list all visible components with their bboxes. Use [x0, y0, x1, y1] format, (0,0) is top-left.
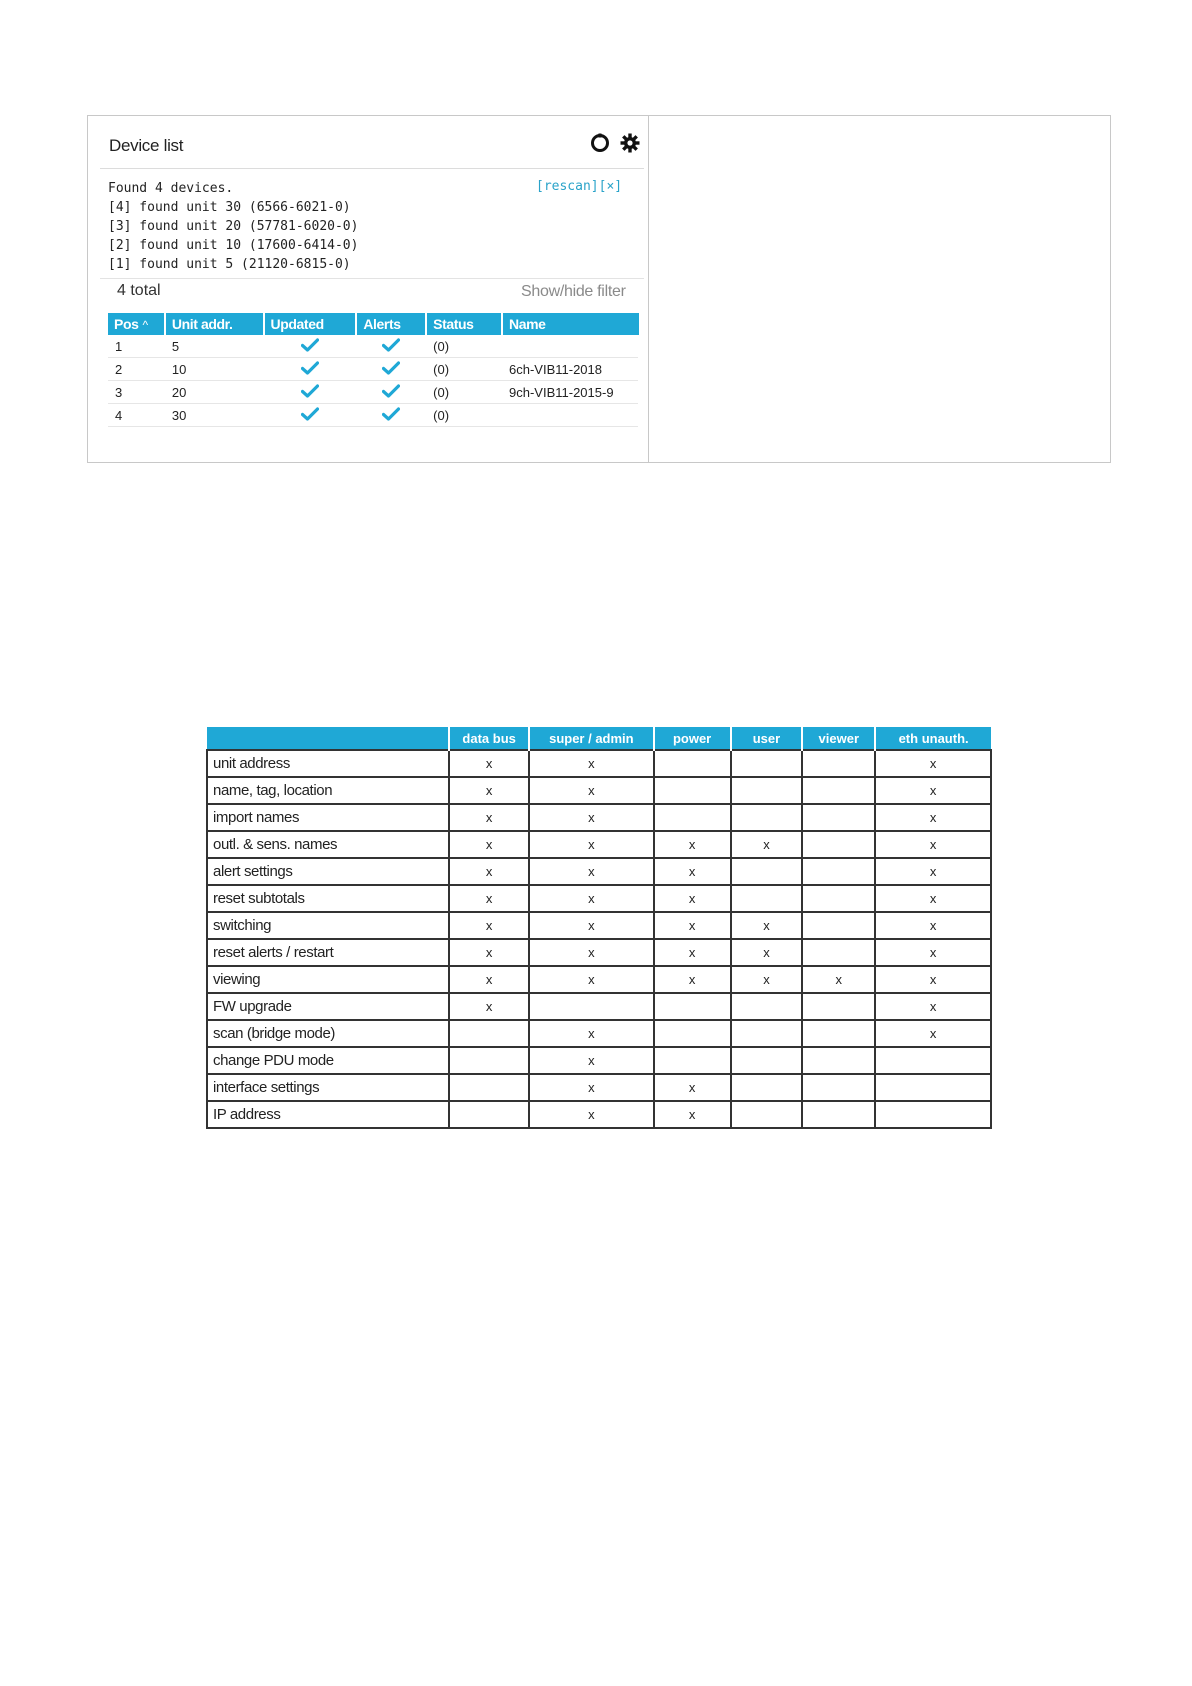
permission-mark: x [731, 831, 803, 858]
cell-name: 9ch-VIB11-2015-9 [502, 381, 638, 404]
permissions-body [207, 750, 991, 1128]
permission-mark [731, 1020, 803, 1047]
column-header-alerts[interactable]: Alerts [356, 313, 426, 335]
column-header-viewer: viewer [802, 727, 875, 750]
cell-unit-addr: 30 [165, 404, 264, 427]
permission-mark: x [449, 993, 529, 1020]
permission-mark: x [529, 1101, 654, 1128]
cell-pos: 3 [108, 381, 165, 404]
permission-mark [654, 1020, 731, 1047]
cell-unit-addr: 5 [165, 335, 264, 358]
permission-mark [731, 858, 803, 885]
permission-mark: x [529, 1074, 654, 1101]
cell-updated [264, 404, 357, 427]
permission-label: alert settings [207, 858, 449, 885]
permissions-table [206, 727, 992, 1129]
checkmark-icon [382, 409, 400, 424]
device-list-panel [88, 116, 648, 462]
permission-row [207, 858, 991, 885]
permission-mark: x [875, 804, 991, 831]
permission-mark [449, 1020, 529, 1047]
permission-mark [875, 1047, 991, 1074]
cell-updated [264, 358, 357, 381]
permission-mark: x [529, 939, 654, 966]
cell-alerts [356, 381, 426, 404]
permission-mark [802, 858, 875, 885]
cell-alerts [356, 404, 426, 427]
cell-name [502, 335, 638, 358]
permission-mark [654, 1047, 731, 1074]
permission-mark [654, 804, 731, 831]
cell-alerts [356, 335, 426, 358]
permission-mark [875, 1074, 991, 1101]
cell-alerts [356, 358, 426, 381]
permission-label: change PDU mode [207, 1047, 449, 1074]
permission-mark [802, 777, 875, 804]
checkmark-icon [382, 386, 400, 401]
close-log-link[interactable]: [×] [598, 179, 623, 194]
rescan-link[interactable]: [rescan] [536, 179, 599, 194]
permission-mark [802, 804, 875, 831]
permission-mark [449, 1101, 529, 1128]
permission-mark: x [449, 777, 529, 804]
column-header-eth-unauth: eth unauth. [875, 727, 991, 750]
permission-mark: x [449, 804, 529, 831]
permission-mark: x [654, 831, 731, 858]
permission-mark: x [875, 939, 991, 966]
permission-mark [802, 1101, 875, 1128]
permission-row [207, 1101, 991, 1128]
log-actions [536, 179, 622, 194]
column-header-unit-addr[interactable]: Unit addr. [165, 313, 264, 335]
column-header-super-admin: super / admin [529, 727, 654, 750]
permission-mark: x [449, 885, 529, 912]
permission-mark: x [654, 939, 731, 966]
permission-mark [731, 885, 803, 912]
cell-name [502, 404, 638, 427]
permission-mark: x [875, 912, 991, 939]
cell-status: (0) [426, 358, 502, 381]
checkmark-icon [301, 409, 319, 424]
permission-mark: x [875, 777, 991, 804]
permission-mark [802, 831, 875, 858]
permission-mark [802, 939, 875, 966]
permission-label: unit address [207, 750, 449, 777]
column-header-name[interactable]: Name [502, 313, 638, 335]
permission-row [207, 1047, 991, 1074]
permission-mark: x [529, 966, 654, 993]
permission-mark [449, 1047, 529, 1074]
log-divider [100, 278, 644, 279]
column-header-user: user [731, 727, 803, 750]
permission-mark [731, 1074, 803, 1101]
permission-mark: x [529, 912, 654, 939]
permission-mark [802, 750, 875, 777]
permission-mark: x [731, 939, 803, 966]
device-row[interactable] [108, 381, 638, 404]
gear-icon[interactable] [620, 133, 640, 153]
permission-row [207, 804, 991, 831]
permission-label: switching [207, 912, 449, 939]
permission-mark [731, 804, 803, 831]
permission-mark: x [654, 1074, 731, 1101]
column-header-pos[interactable] [108, 313, 165, 335]
permission-mark: x [654, 858, 731, 885]
permission-mark: x [449, 912, 529, 939]
permission-mark: x [875, 831, 991, 858]
column-header-power: power [654, 727, 731, 750]
permission-mark: x [654, 885, 731, 912]
permission-mark: x [731, 966, 803, 993]
permission-mark [802, 993, 875, 1020]
permission-mark: x [449, 966, 529, 993]
permission-mark: x [529, 750, 654, 777]
permission-mark: x [529, 804, 654, 831]
permission-mark: x [529, 1047, 654, 1074]
permission-mark [731, 1101, 803, 1128]
checkmark-icon [382, 363, 400, 378]
device-row[interactable] [108, 358, 638, 381]
log-line: Found 4 devices. [108, 181, 234, 196]
permission-mark: x [529, 777, 654, 804]
permission-mark [529, 993, 654, 1020]
permissions-header-blank [207, 727, 449, 750]
permission-mark [449, 1074, 529, 1101]
permission-label: reset alerts / restart [207, 939, 449, 966]
log-line: [4] found unit 30 (6566-6021-0) [108, 200, 351, 215]
scan-log [108, 179, 358, 274]
permission-mark [802, 1074, 875, 1101]
permission-label: import names [207, 804, 449, 831]
device-table-body [108, 335, 638, 427]
show-hide-filter-link[interactable]: Show/hide filter [521, 283, 626, 300]
cell-pos: 1 [108, 335, 165, 358]
permission-mark: x [449, 750, 529, 777]
cell-name: 6ch-VIB11-2018 [502, 358, 638, 381]
permission-label: FW upgrade [207, 993, 449, 1020]
cell-status: (0) [426, 335, 502, 358]
permission-mark: x [654, 1101, 731, 1128]
device-row[interactable] [108, 404, 638, 427]
permission-row [207, 831, 991, 858]
permission-row [207, 1020, 991, 1047]
cell-unit-addr: 10 [165, 358, 264, 381]
permission-mark: x [731, 912, 803, 939]
column-header-updated[interactable]: Updated [264, 313, 357, 335]
permission-mark: x [875, 966, 991, 993]
permission-mark: x [875, 1020, 991, 1047]
permission-row [207, 966, 991, 993]
permission-label: IP address [207, 1101, 449, 1128]
permission-mark [654, 993, 731, 1020]
header-divider [100, 168, 644, 169]
permission-row [207, 993, 991, 1020]
checkmark-icon [301, 363, 319, 378]
permission-mark: x [529, 885, 654, 912]
permission-mark: x [654, 912, 731, 939]
permission-label: interface settings [207, 1074, 449, 1101]
permission-mark: x [529, 1020, 654, 1047]
permission-mark [802, 1020, 875, 1047]
header-icons [590, 133, 640, 153]
empty-side-panel [649, 116, 1110, 462]
permission-mark [802, 885, 875, 912]
cell-pos: 4 [108, 404, 165, 427]
log-line: [2] found unit 10 (17600-6414-0) [108, 238, 359, 253]
permission-row [207, 912, 991, 939]
permission-row [207, 777, 991, 804]
log-line: [1] found unit 5 (21120-6815-0) [108, 257, 351, 272]
permission-mark: x [529, 858, 654, 885]
permission-mark [731, 1047, 803, 1074]
permission-mark [802, 912, 875, 939]
device-table [108, 313, 639, 427]
checkmark-icon [301, 386, 319, 401]
permission-mark [731, 993, 803, 1020]
permission-mark [654, 777, 731, 804]
checkmark-icon [301, 340, 319, 355]
device-row[interactable] [108, 335, 638, 358]
cell-status: (0) [426, 404, 502, 427]
permission-label: viewing [207, 966, 449, 993]
permission-mark: x [449, 939, 529, 966]
permission-row [207, 939, 991, 966]
permission-mark: x [449, 858, 529, 885]
permission-mark [731, 777, 803, 804]
permission-mark [731, 750, 803, 777]
permission-row [207, 885, 991, 912]
permission-mark: x [449, 831, 529, 858]
device-total: 4 total [117, 282, 161, 299]
permission-row [207, 1074, 991, 1101]
device-table-header [108, 313, 638, 335]
cell-updated [264, 381, 357, 404]
sort-ascending-icon: ^ [142, 318, 148, 332]
permission-mark [654, 750, 731, 777]
permission-mark: x [529, 831, 654, 858]
permission-mark: x [875, 885, 991, 912]
permission-mark [875, 1101, 991, 1128]
permission-mark: x [875, 858, 991, 885]
refresh-circle-icon[interactable] [590, 133, 610, 153]
permission-label: name, tag, location [207, 777, 449, 804]
panel-title: Device list [109, 136, 184, 155]
checkmark-icon [382, 340, 400, 355]
cell-unit-addr: 20 [165, 381, 264, 404]
column-label: Pos [114, 316, 139, 332]
permission-mark [802, 1047, 875, 1074]
permission-mark: x [875, 750, 991, 777]
cell-pos: 2 [108, 358, 165, 381]
cell-status: (0) [426, 381, 502, 404]
permissions-header [207, 727, 991, 750]
permission-label: scan (bridge mode) [207, 1020, 449, 1047]
cell-updated [264, 335, 357, 358]
log-line: [3] found unit 20 (57781-6020-0) [108, 219, 359, 234]
permission-mark: x [802, 966, 875, 993]
device-list-screenshot [87, 115, 1111, 463]
permission-mark: x [654, 966, 731, 993]
permission-label: outl. & sens. names [207, 831, 449, 858]
permission-row [207, 750, 991, 777]
column-header-status[interactable]: Status [426, 313, 502, 335]
permission-mark: x [875, 993, 991, 1020]
column-header-data-bus: data bus [449, 727, 529, 750]
permission-label: reset subtotals [207, 885, 449, 912]
